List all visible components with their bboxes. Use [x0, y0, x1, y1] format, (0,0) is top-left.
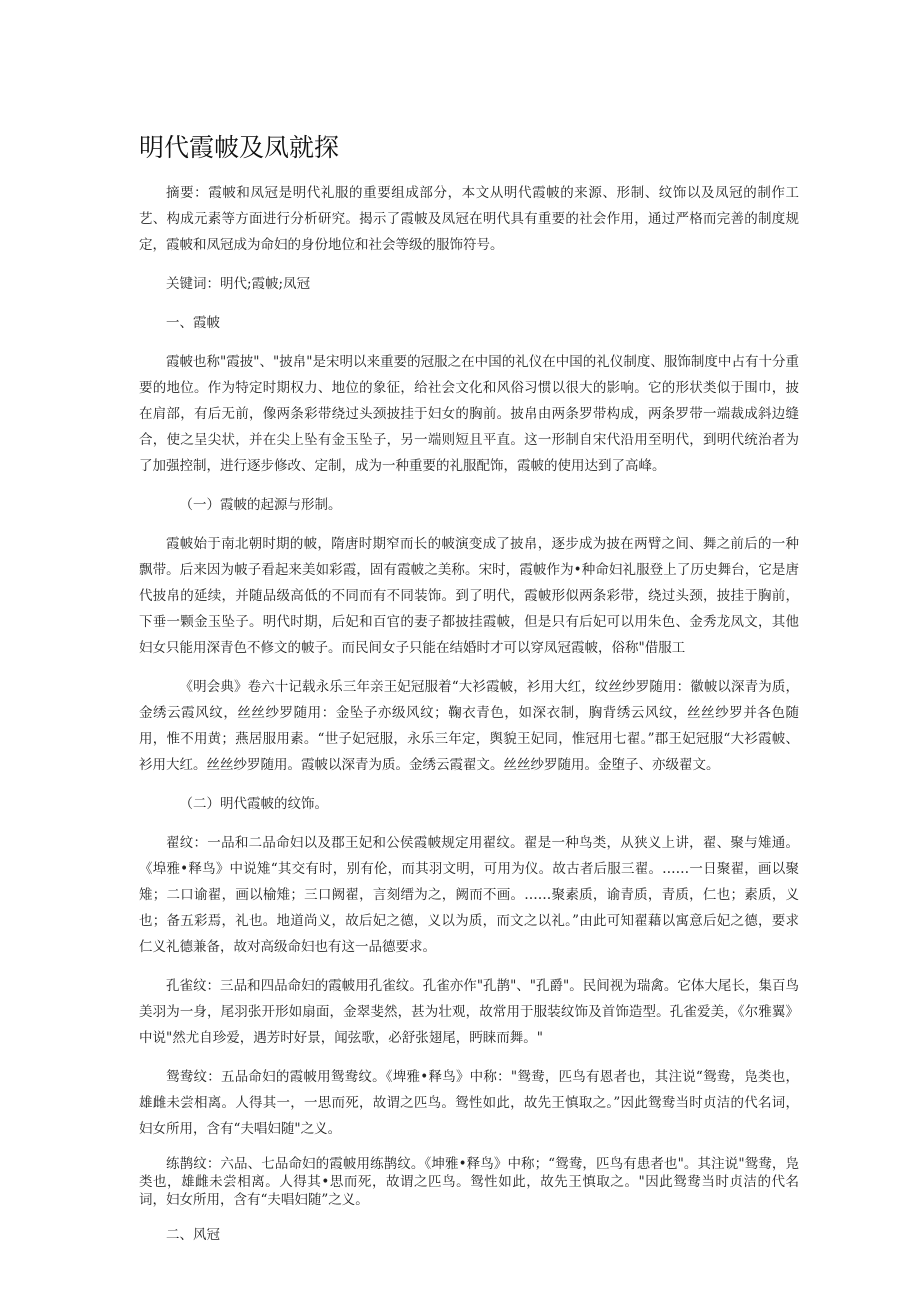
pattern-paragraph-mandarin-duck: 鸳鸯纹：五品命妇的霞帔用鸳鸯纹。《埤雅•释鸟》中称："鸳鸯，匹鸟有恩者也，其注说“鸳鸯，凫类也，雄雌未尝相离。人得其一，一思而死，故谓之匹鸟。鸳性如此，故先王慎取之。”因此鸳鸯当时贞洁的代名词，妇女所用，含有“夫唱妇随"之义。: [139, 1069, 799, 1137]
document-page: [139, 128, 799, 1261]
section-heading-fengguan: 二、风冠: [166, 1227, 220, 1243]
subsection-heading-patterns: （二）明代霞帔的纹饰。: [179, 796, 328, 812]
document-title: 明代霞帔及凤就探: [139, 133, 340, 162]
pattern-paragraph-di: 翟纹：一品和二品命妇以及郡王妃和公侯霞帔规定用翟纹。翟是一种鸟类，从狭义上讲，翟、聚与雉通。《埠雅•释鸟》中说雉“其交有时，别有伦，而其羽文明，可用为仪。故古者后服三翟。……一日聚翟，画以聚雉；二口谕翟，画以榆雉；三口阙翟，言刻缙为之，阙而不画。……聚素质，谕青质，青质，仁也；素质，义也；备五彩焉，礼也。地道尚义，故后妃之德，义以为质，而文之以礼。”由此可知翟藉以寓意后妃之德，要求仁义礼德兼备，故对高级命妇也有这一品德要求。: [139, 835, 799, 955]
subsection-heading-origin: （一）霞帔的起源与形制。: [179, 497, 342, 513]
keywords-line: 关键词：明代;霞帔;凤冠: [166, 276, 311, 292]
section1-paragraph-1: 霞帔也称"霞披"、"披帛"是宋明以来重要的冠服之在中国的礼仪在中国的礼仪制度、服饰制度中占有十分重要的地位。作为特定时期权力、地位的象征，给社会文化和风俗习惯以很大的影响。它的形状类似于围巾，披在肩部，有后无前，像两条彩带绕过头颈披挂于妇女的胸前。披帛由两条罗带构成，两条罗带一端裁成斜边缝合，使之呈尖状，并在尖上坠有金玉坠子，另一端则短且平直。这一形制自宋代沿用至明代，到明代统治者为了加强控制，进行逐步修改、定制，成为一种重要的礼服配饰，霞帔的使用达到了高峰。: [139, 354, 799, 474]
subsection1-paragraph-1: 霞帔始于南北朝时期的帔，隋唐时期窄而长的帔演变成了披帛，逐步成为披在两臂之间、舞之前后的一种飘带。后来因为帔子看起来美如彩霞，固有霞帔之美称。宋时，霞帔作为•种命妇礼服登上了历史舞台，它是唐代披帛的延续，并随品级高低的不同而有不同装饰。到了明代，霞帔形似两条彩带，绕过头颈，披挂于胸前，下垂一颗金玉坠子。明代时期，后妃和百官的妻子都披挂霞帔，但是只有后妃可以用朱色、金秀龙凤文，其他妇女只能用深青色不修文的帔子。而民间女子只能在结婚时才可以穿凤冠霞帔，俗称"借服工: [139, 536, 799, 656]
pattern-paragraph-lianque: 练鹊纹：六品、七品命妇的霞帔用练鹊纹。《坤雅•释鸟》中称；“鸳鸯，匹鸟有患者也"。其注说"鸳鸯，凫类也，雄雌未尝相离。人得其•思而死，故谓之匹鸟。鸳性如此，故先王慎取之。"因此鸳鸯当时贞洁的代名词，妇女所用，含有“夫唱妇随”之义。: [139, 1156, 799, 1208]
abstract-paragraph: 摘要：霞帔和凤冠是明代礼服的重要组成部分，本文从明代霞帔的来源、形制、纹饰以及凤冠的制作工艺、构成元素等方面进行分析研究。揭示了霞帔及凤冠在明代具有重要的社会作用，通过严格而完善的制度规定，霞帔和凤冠成为命妇的身份地位和社会等级的服饰符号。: [139, 185, 799, 253]
subsection1-paragraph-2: 《明会典》卷六十记载永乐三年亲王妃冠服着“大衫霞帔，衫用大红，纹丝纱罗随用：徽帔以深青为质，金绣云霞风纹，丝丝纱罗随用：金坠子亦级风纹；鞠衣青色，如深衣制，胸背绣云风纹，丝丝纱罗并各色随用，惟不用黄；燕居服用素。“世子妃冠服，永乐三年定，舆貌王妃同，惟冠用七翟。”郡王妃冠服“大衫霞帔、衫用大红。丝丝纱罗随用。霞帔以深青为质。金绣云霞翟文。丝丝纱罗随用。金堕子、亦级翟文。: [139, 679, 799, 773]
pattern-paragraph-peacock: 孔雀纹：三品和四品命妇的霞帔用孔雀纹。孔雀亦作"孔鹊"、"孔爵"。民间视为瑞禽。它体大尾长，集百鸟美羽为一身，尾羽张开形如扇面，金翠斐然，甚为壮观，故常用于服装纹饰及首饰造型。孔雀爱美，《尔雅翼》中说"然尤自珍爱，遇芳时好景，闻弦歌，必舒张翅尾，眄睐而舞。": [139, 978, 799, 1046]
section-heading-xiapei: 一、霞帔: [166, 315, 220, 331]
